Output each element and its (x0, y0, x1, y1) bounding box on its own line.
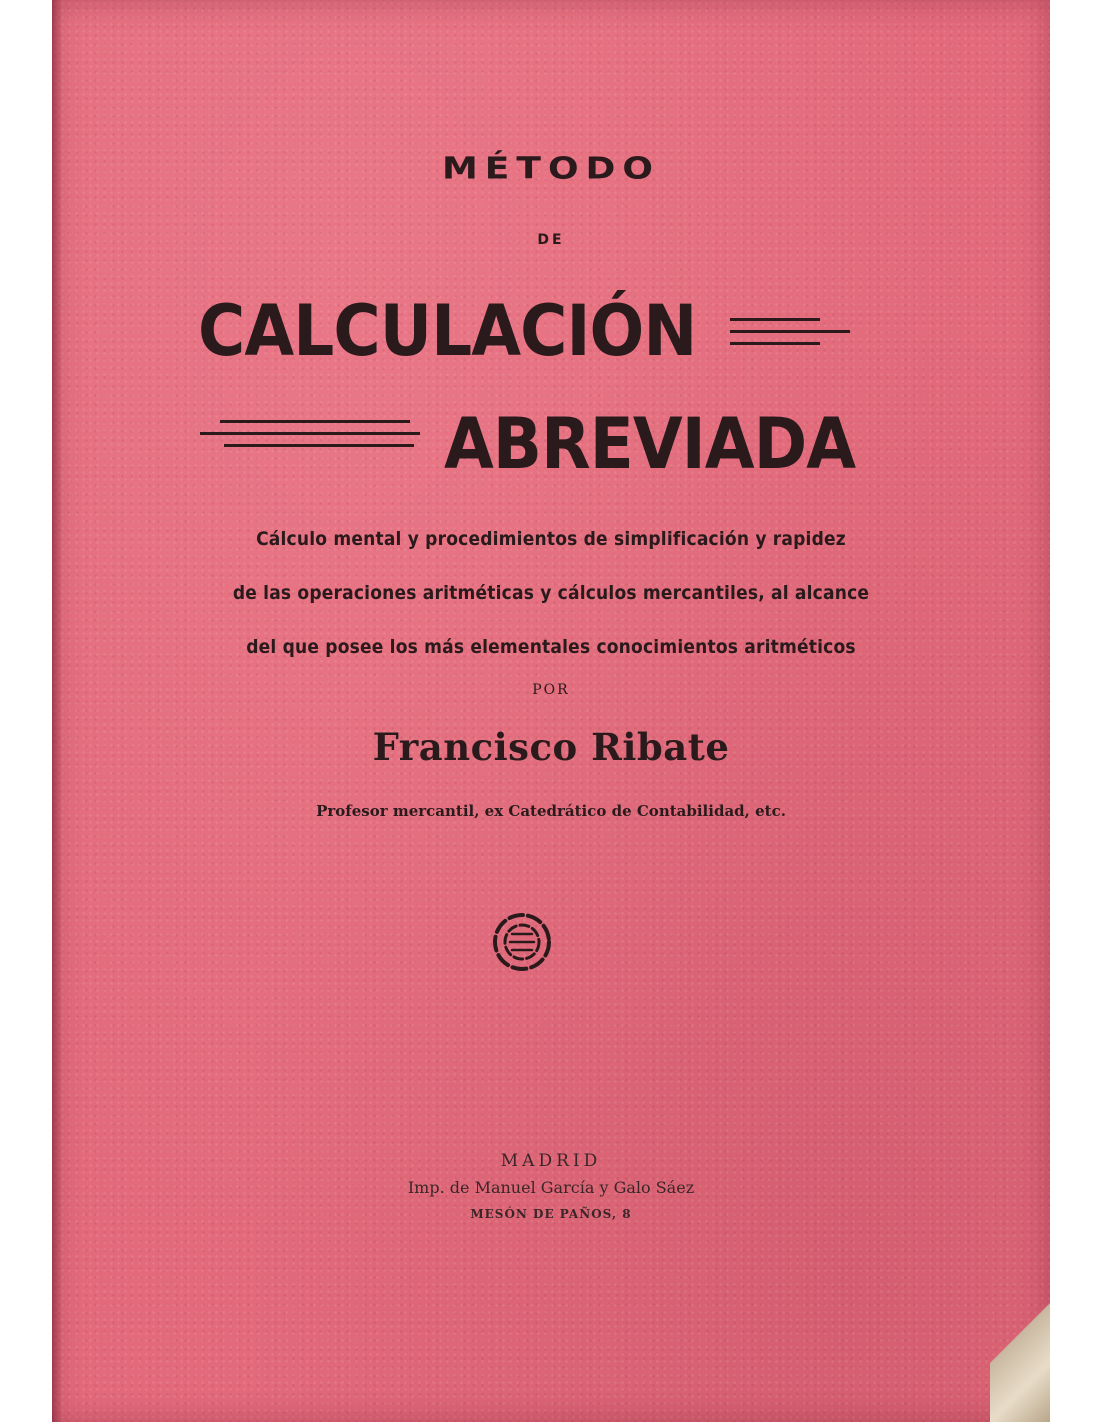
author-name: Francisco Ribate (372, 725, 730, 769)
subtitle-line: Cálculo mental y procedimientos de simplificación y rapidez (256, 528, 846, 550)
decorative-rules-right (730, 318, 850, 345)
title-line-1: CALCULACIÓN (198, 290, 697, 372)
book-cover (52, 0, 1050, 1422)
by-label: POR (532, 682, 570, 698)
imprint-printer: Imp. de Manuel García y Galo Sáez (407, 1178, 695, 1197)
imprint (52, 1147, 1050, 1227)
title-line-2: ABREVIADA (444, 403, 856, 485)
printer-emblem-icon (490, 910, 554, 974)
subtitle-line: del que posee los más elementales conocimientos aritméticos (246, 636, 856, 658)
imprint-city: MADRID (500, 1151, 602, 1171)
decorative-rules-left (200, 420, 420, 447)
subtitle-line: de las operaciones aritméticas y cálculos mercantiles, al alcance (232, 582, 870, 604)
cover-worn-corner (990, 1282, 1050, 1422)
heading-metodo: MÉTODO (441, 151, 661, 186)
imprint-address: MESÓN DE PAÑOS, 8 (470, 1207, 632, 1221)
author-title: Profesor mercantil, ex Catedrático de Contabilidad, etc. (316, 802, 786, 820)
heading-de: DE (537, 232, 565, 248)
subtitle (102, 512, 1000, 674)
